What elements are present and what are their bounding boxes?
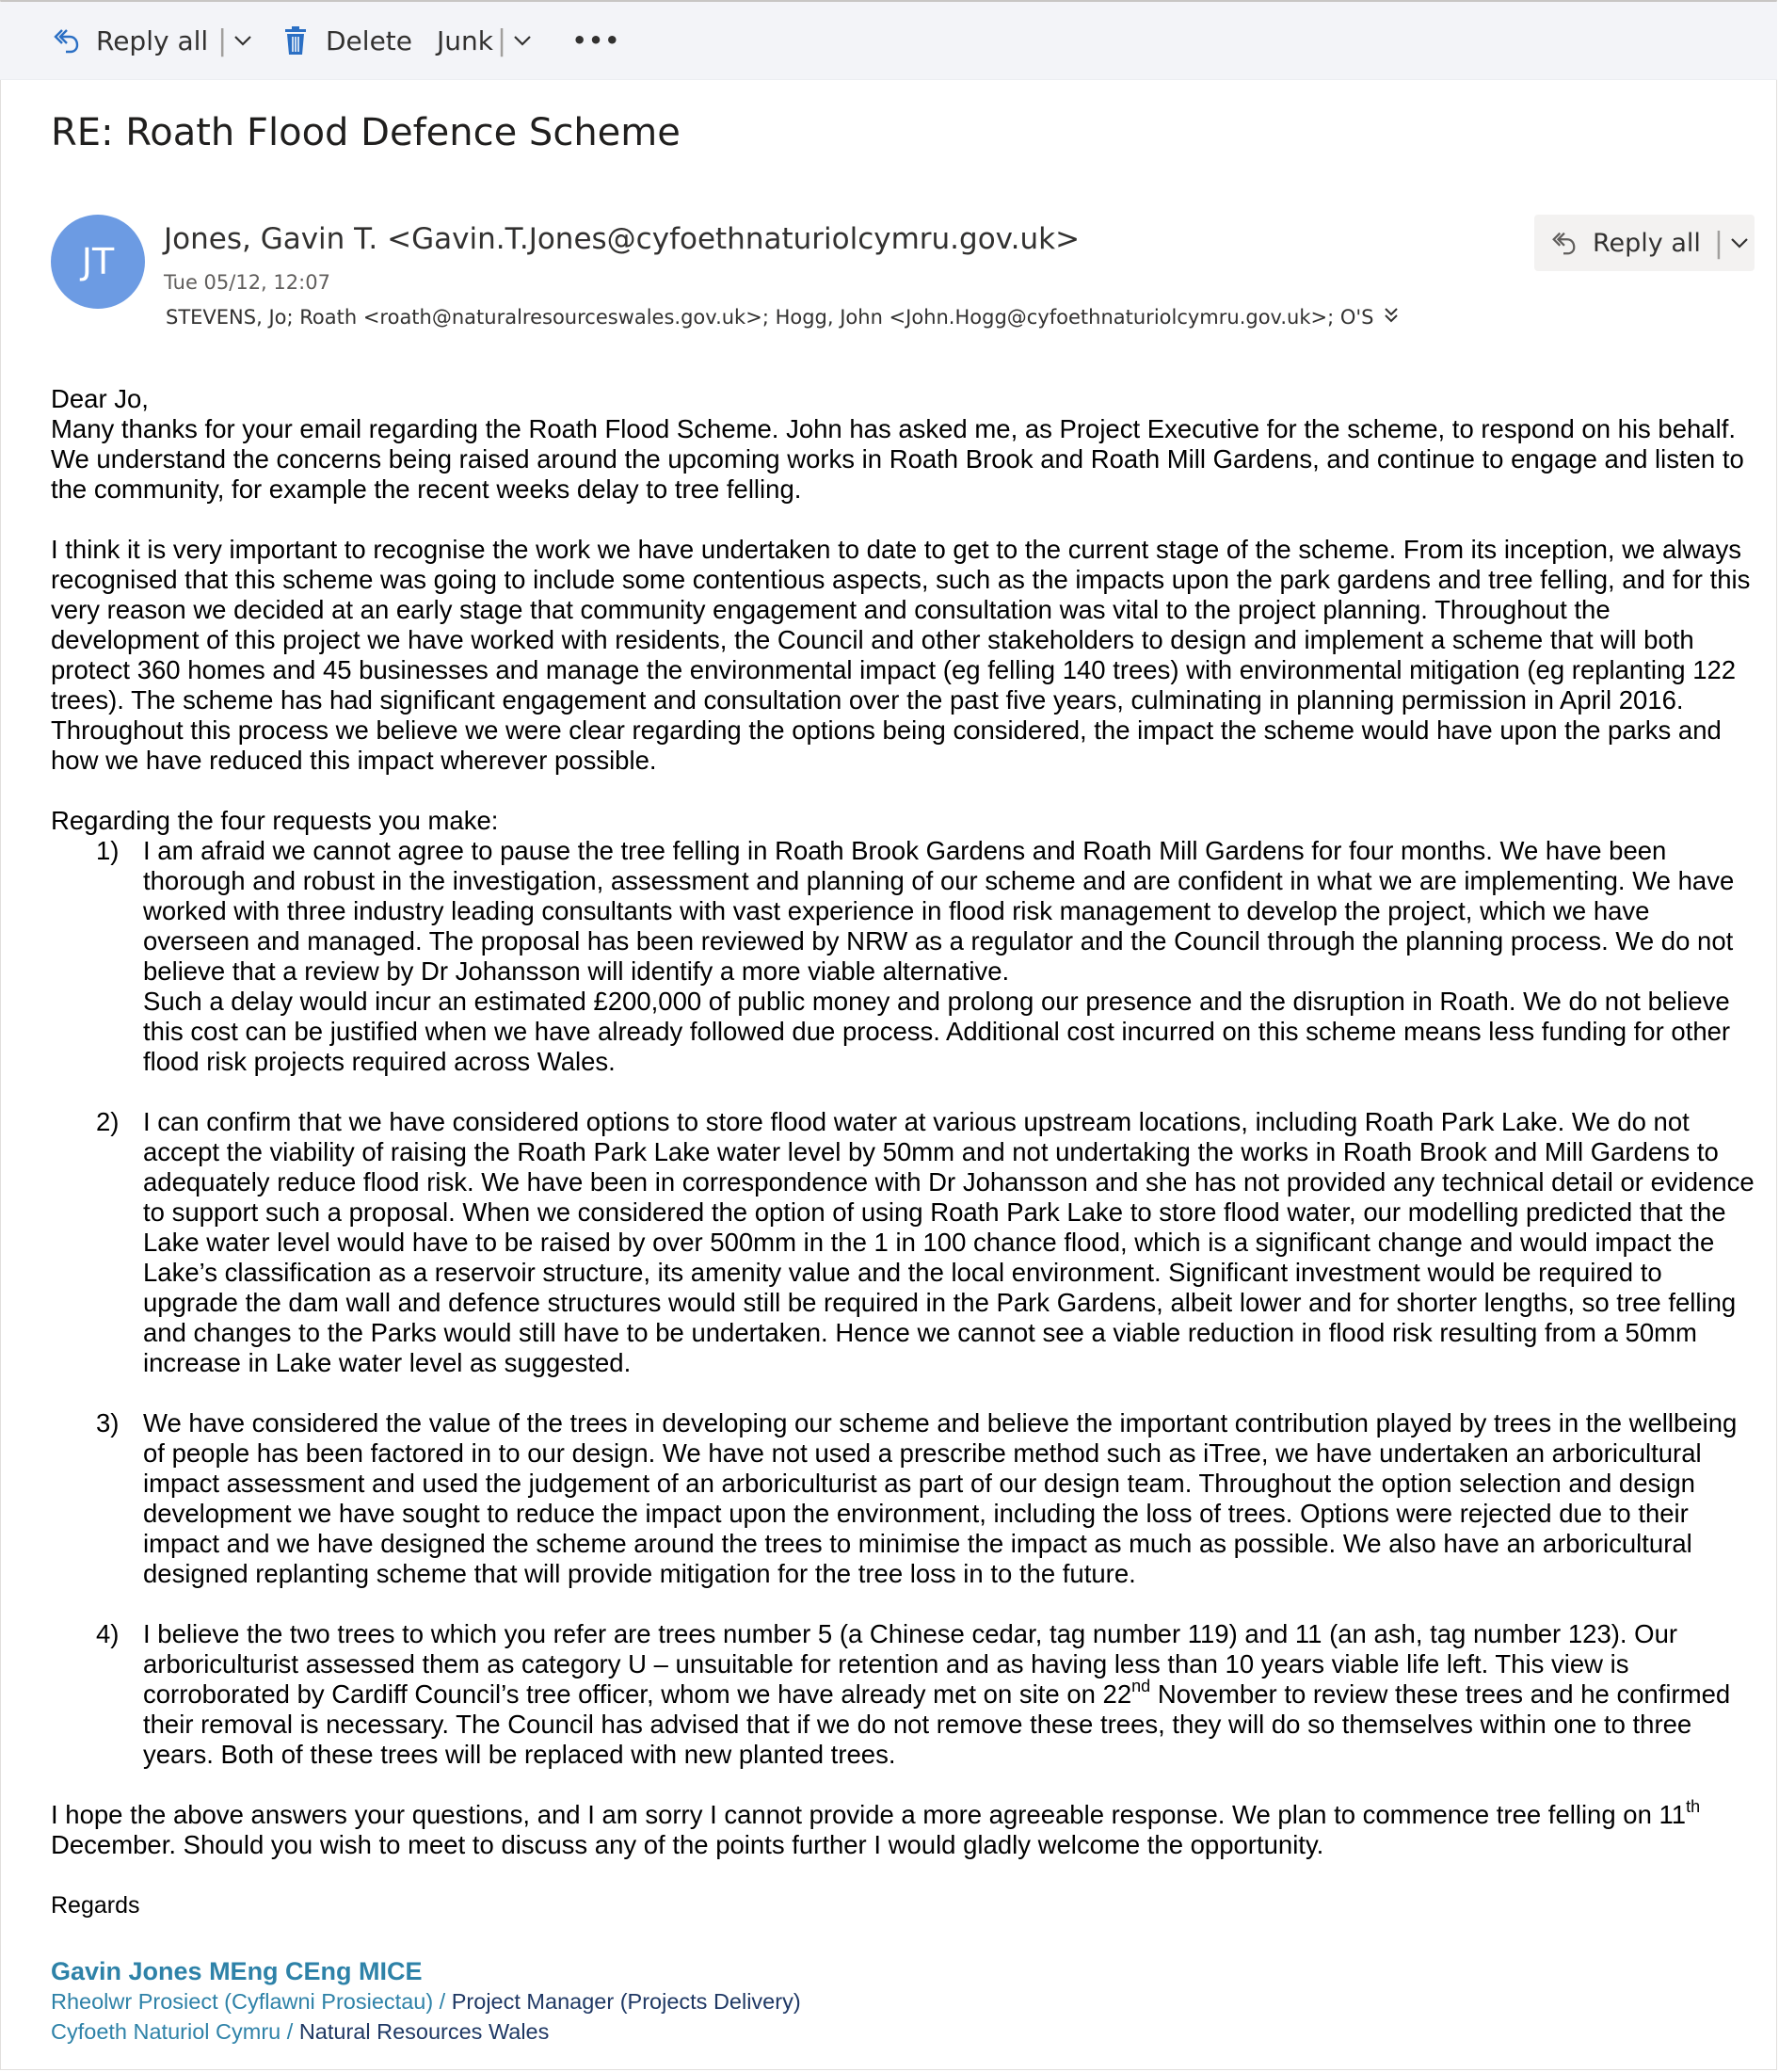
paragraph: I think it is very important to recognise the work we have undertaken to date to get to the current stage of the scheme. From its inception, we always recognised that this scheme was going to include some contentious aspects, such as the impacts upon the park gardens and tree felling, and for this very reason we decided at an early stage that community engagement and consultation was vital to the project planning. Throughout the development of this project we have worked with residents, the Council and other stakeholders to design and implement a scheme that will both protect 360 homes and 45 businesses and manage the environmental impact (eg felling 140 trees) with environmental mitigation (eg replanting 122 trees). The scheme has had significant engagement and consultation over the past five years, culminating in planning permission in April 2016. Throughout this process we believe we were clear regarding the options being considered, the impact the scheme would have upon the parks and how we have reduced this impact wherever possible. [51, 535, 1751, 775]
list-item [51, 836, 1756, 1077]
expand-recipients-button[interactable] [1382, 303, 1401, 332]
reply-all-label: Reply all [1593, 228, 1701, 258]
double-chevron-down-icon [1382, 303, 1401, 328]
separator: | [217, 24, 228, 57]
command-toolbar [0, 2, 1777, 80]
list-item [51, 1107, 1756, 1378]
reply-all-button[interactable] [1534, 215, 1755, 271]
delete-command[interactable] [282, 12, 412, 69]
signature-org: Cyfoeth Naturiol Cymru / Natural Resources Wales [51, 2019, 550, 2044]
separator: | [496, 24, 507, 57]
message-body [51, 384, 1756, 2047]
email-subject: RE: Roath Flood Defence Scheme [51, 111, 681, 154]
list-number: 3) [96, 1408, 120, 1438]
chevron-down-icon[interactable] [512, 30, 533, 51]
trash-icon [282, 25, 309, 56]
list-text: I am afraid we cannot agree to pause the tree felling in Roath Brook Gardens and Roath Mill Gardens for four months. We have been thorough and robust in the investigation, assessment and planning of our scheme and are confident in what we are implementing. We have worked with three industry leading consultants with vast experience in flood risk management to develop the project, which we have overseen and managed. The proposal has been reviewed by NRW as a regulator and the Council through the planning process. We do not believe that a review by Dr Johansson will identify a more viable alternative. [143, 836, 1735, 986]
list-text: Such a delay would incur an estimated £200,000 of public money and prolong our presence and the disruption in Roath. We do not believe this cost can be justified when we have already followed due process. Additional cost incurred on this scheme means less funding for other flood risk projects required across Wales. [143, 987, 1731, 1076]
signature-title: Rheolwr Prosiect (Cyflawni Prosiectau) / Project Manager (Projects Delivery) [51, 1989, 801, 2014]
list-text: We have considered the value of the trees in developing our scheme and believe the important contribution played by trees in the wellbeing of people has been factored in to our design. We have not used a prescribe method such as iTree, we have undertaken an arboricultural impact assessment and used the judgement of an arboriculturist as part of our design team. Throughout the option selection and design development we have sought to reduce the impact upon the environment, including the loss of trees. Options were rejected due to their impact and we have designed the scheme around the trees to minimise the impact as much as possible. We also have an arboricultural designed replanting scheme that will provide mitigation for the tree loss in to the future. [143, 1408, 1738, 1588]
signature-name: Gavin Jones MEng CEng MICE [51, 1957, 423, 1985]
sent-date: Tue 05/12, 12:07 [164, 271, 330, 294]
greeting: Dear Jo, [51, 384, 149, 413]
list-number: 1) [96, 836, 120, 865]
regards: Regards [51, 1892, 140, 1919]
delete-label: Delete [326, 24, 412, 56]
more-actions-button[interactable] [572, 12, 621, 69]
reply-all-icon [1549, 229, 1578, 257]
junk-command[interactable] [437, 12, 533, 69]
paragraph: Many thanks for your email regarding the Roath Flood Scheme. John has asked me, as Project Executive for the scheme, to respond on his behalf. We understand the concerns being raised around the upcoming works in Roath Brook and Roath Mill Gardens, and continue to engage and listen to the community, for example the recent weeks delay to tree felling. [51, 414, 1744, 504]
closing-paragraph: I hope the above answers your questions, and I am sorry I cannot provide a more agreeable response. We plan to commence tree felling on 11th December. Should you wish to meet to discuss any of the points further I would gladly welcome the opportunity. [51, 1796, 1701, 1859]
requests-intro: Regarding the four requests you make: [51, 806, 499, 835]
separator: | [1713, 226, 1724, 260]
sender-name[interactable]: Jones, Gavin T. <Gavin.T.Jones@cyfoethnaturiolcymru.gov.uk> [164, 222, 1081, 256]
chevron-down-icon[interactable] [232, 30, 253, 51]
list-number: 2) [96, 1107, 120, 1136]
list-item [51, 1408, 1756, 1589]
list-text: I believe the two trees to which you refer are trees number 5 (a Chinese cedar, tag number 119) and 11 (an ash, tag number 123). Our arboriculturist assessed them as category U – unsuitable for retention and as having less than 10 years viable life left. This view is corroborated by Cardiff Council’s tree officer, whom we have already met on site on 22nd November to review these trees and he confirmed their removal is necessary. The Council has advised that if we do not remove these trees, they will do so themselves within one to three years. Both of these trees will be replaced with new planted trees. [143, 1619, 1731, 1769]
list-item [51, 1619, 1756, 1770]
avatar-initials: JT [81, 241, 115, 282]
reply-all-label: Reply all [96, 24, 209, 56]
junk-label: Junk [437, 24, 493, 56]
reply-all-command[interactable] [51, 12, 253, 69]
list-number: 4) [96, 1619, 120, 1648]
recipients-list[interactable]: STEVENS, Jo; Roath <roath@naturalresourceswales.gov.uk>; Hogg, John <John.Hogg@cyfoethnaturiolcymru.gov.uk>; O'S [166, 306, 1374, 329]
reply-all-icon [51, 25, 81, 56]
avatar[interactable] [51, 215, 145, 309]
chevron-down-icon[interactable] [1729, 233, 1750, 253]
more-icon: ••• [572, 27, 622, 54]
list-text: I can confirm that we have considered options to store flood water at various upstream locations, including Roath Park Lake. We do not accept the viability of raising the Roath Park Lake water level by 50mm and not undertaking the works in Roath Brook and Mill Gardens to adequately reduce flood risk. We have been in correspondence with Dr Johansson and she has not provided any technical detail or evidence to support such a proposal. When we considered the option of using Roath Park Lake to store flood water, our modelling predicted that the Lake water level would have to be raised by over 500mm in the 1 in 100 chance flood, which is a significant change and would impact the Lake’s classification as a reservoir structure, its amenity value and the local environment. Significant investment would be required to upgrade the dam wall and defence structures would still be required in the Park Gardens, albeit lower and for shorter lengths, so tree felling and changes to the Parks would still have to be undertaken. Hence we cannot see a viable reduction in flood risk resulting from a 50mm increase in Lake water level as suggested. [143, 1107, 1755, 1377]
